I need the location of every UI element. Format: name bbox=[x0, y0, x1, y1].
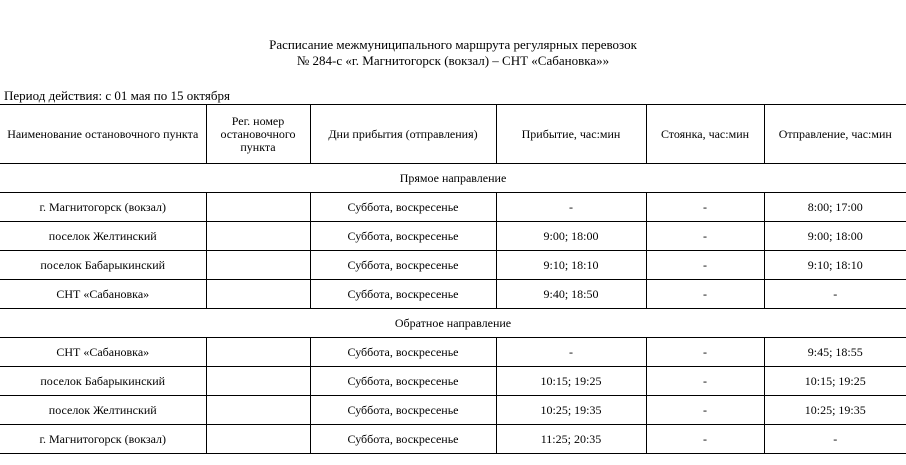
stop-name-cell: поселок Бабарыкинский bbox=[0, 251, 206, 280]
stop-name-cell: поселок Бабарыкинский bbox=[0, 367, 206, 396]
backward-direction-row bbox=[0, 309, 906, 338]
departure-cell: 8:00; 17:00 bbox=[764, 193, 906, 222]
arrival-cell: 9:10; 18:10 bbox=[496, 251, 646, 280]
schedule-table bbox=[0, 104, 906, 454]
table-row bbox=[0, 425, 906, 454]
schedule-title: Расписание межмуниципального маршрута регулярных перевозок bbox=[269, 37, 637, 52]
table-header-row bbox=[0, 105, 906, 164]
departure-cell: - bbox=[764, 425, 906, 454]
reg-number-cell bbox=[206, 251, 310, 280]
route-title: № 284-с «г. Магнитогорск (вокзал) – СНТ «Сабановка»» bbox=[296, 53, 610, 68]
stop-time-cell: - bbox=[646, 396, 764, 425]
stop-name-cell: поселок Желтинский bbox=[0, 222, 206, 251]
days-cell: Суббота, воскресенье bbox=[310, 425, 496, 454]
reg-number-cell bbox=[206, 280, 310, 309]
stop-name-cell: СНТ «Сабановка» bbox=[0, 338, 206, 367]
stop-time-cell: - bbox=[646, 280, 764, 309]
reg-number-cell bbox=[206, 396, 310, 425]
table-row bbox=[0, 338, 906, 367]
table-row bbox=[0, 222, 906, 251]
departure-cell: 9:00; 18:00 bbox=[764, 222, 906, 251]
days-cell: Суббота, воскресенье bbox=[310, 396, 496, 425]
col-header-days: Дни прибытия (отправления) bbox=[310, 105, 496, 164]
reg-number-cell bbox=[206, 338, 310, 367]
col-header-stop-time: Стоянка, час:мин bbox=[646, 105, 764, 164]
stop-time-cell: - bbox=[646, 193, 764, 222]
arrival-cell: 10:25; 19:35 bbox=[496, 396, 646, 425]
table-row bbox=[0, 280, 906, 309]
arrival-cell: 11:25; 20:35 bbox=[496, 425, 646, 454]
arrival-cell: 10:15; 19:25 bbox=[496, 367, 646, 396]
stop-name-cell: г. Магнитогорск (вокзал) bbox=[0, 193, 206, 222]
col-header-arrival: Прибытие, час:мин bbox=[496, 105, 646, 164]
stop-time-cell: - bbox=[646, 251, 764, 280]
col-header-stop-name: Наименование остановочного пункта bbox=[0, 105, 206, 164]
forward-direction-row bbox=[0, 164, 906, 193]
departure-cell: 9:10; 18:10 bbox=[764, 251, 906, 280]
forward-direction-label: Прямое направление bbox=[0, 164, 906, 193]
stop-time-cell: - bbox=[646, 222, 764, 251]
days-cell: Суббота, воскресенье bbox=[310, 193, 496, 222]
arrival-cell: - bbox=[496, 193, 646, 222]
arrival-cell: 9:40; 18:50 bbox=[496, 280, 646, 309]
days-cell: Суббота, воскресенье bbox=[310, 367, 496, 396]
stop-name-cell: поселок Желтинский bbox=[0, 396, 206, 425]
stop-time-cell: - bbox=[646, 338, 764, 367]
arrival-cell: 9:00; 18:00 bbox=[496, 222, 646, 251]
reg-number-cell bbox=[206, 193, 310, 222]
stop-name-cell: СНТ «Сабановка» bbox=[0, 280, 206, 309]
days-cell: Суббота, воскресенье bbox=[310, 251, 496, 280]
departure-cell: - bbox=[764, 280, 906, 309]
days-cell: Суббота, воскресенье bbox=[310, 222, 496, 251]
backward-direction-label: Обратное направление bbox=[0, 309, 906, 338]
table-row bbox=[0, 367, 906, 396]
table-row bbox=[0, 251, 906, 280]
col-header-reg-number: Рег. номер остановочного пункта bbox=[206, 105, 310, 164]
table-row bbox=[0, 396, 906, 425]
stop-time-cell: - bbox=[646, 425, 764, 454]
departure-cell: 10:15; 19:25 bbox=[764, 367, 906, 396]
departure-cell: 9:45; 18:55 bbox=[764, 338, 906, 367]
reg-number-cell bbox=[206, 222, 310, 251]
col-header-departure: Отправление, час:мин bbox=[764, 105, 906, 164]
days-cell: Суббота, воскресенье bbox=[310, 338, 496, 367]
days-cell: Суббота, воскресенье bbox=[310, 280, 496, 309]
reg-number-cell bbox=[206, 367, 310, 396]
stop-time-cell: - bbox=[646, 367, 764, 396]
table-row bbox=[0, 193, 906, 222]
reg-number-cell bbox=[206, 425, 310, 454]
arrival-cell: - bbox=[496, 338, 646, 367]
stop-name-cell: г. Магнитогорск (вокзал) bbox=[0, 425, 206, 454]
validity-period: Период действия: с 01 мая по 15 октября bbox=[4, 88, 230, 103]
departure-cell: 10:25; 19:35 bbox=[764, 396, 906, 425]
table-body bbox=[0, 164, 906, 454]
